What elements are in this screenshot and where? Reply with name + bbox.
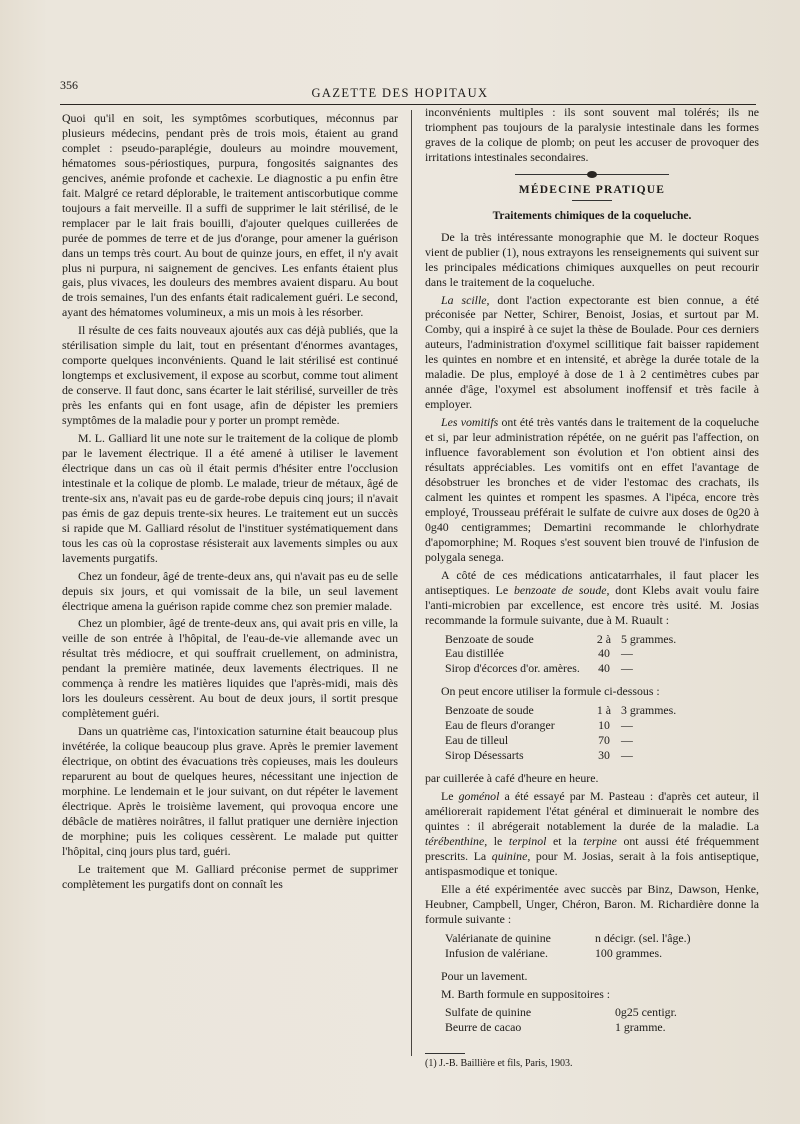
formula-table [445,1005,759,1035]
formula-row: Valérianate de quinine n décigr. (sel. l'âge.) [445,930,691,945]
emphasis: benzoate de soude, [513,582,610,597]
paragraph: Le traitement que M. Galliard préconise permet de supprimer complètement les purgatifs dont on connaît les [62,861,398,891]
formula-row: Sirop d'écorces d'or. amères. 40 — [445,661,633,676]
formula-row: Sulfate de quinine 0g25 centigr. [445,1005,677,1020]
paragraph: Dans un quatrième cas, l'intoxication saturnine était beaucoup plus invétérée, la colique beaucoup plus grave. Après le premier lavement électrique, on obtint des évacuations très copieuses, mais les douleurs reparurent au bout de quelques heures, nécessitant une injection de morphine. Le lendemain et le jour suivant, on dut répéter le lavement électrique. Après le troisième lavement, qui provoqua encore une débâcle de matières noirâtres, il fallut pratiquer une dernière injection de morphine; puis les coliques cessèrent. Le malade put quitter l'hôpital, cinq jours plus tard, guéri. [62,724,398,858]
footnote: (1) J.-B. Baillière et fils, Paris, 1903. [425,1058,573,1070]
formula-row: Beurre de cacao 1 gramme. [445,1020,666,1035]
formula-table [445,931,759,961]
right-column [425,105,759,1072]
paragraph: Il résulte de ces faits nouveaux ajoutés aux cas déjà publiés, que la stérilisation simple du lait, tout en présentant d'énormes avantages, comporte quelques inconvénients. Quand le lait stérilisé est continué longtemps et exclusivement, il expose au scorbut, comme tout aliment de conserve. Il faut donc, sans écarter le lait stérilisé, surveiller de très près les enfants qui en font usage, afin de dépister les premiers symptômes de la maladie pour y porter un prompt remède. [62,323,398,428]
section-ornament [425,171,759,179]
paragraph: M. Barth formule en suppositoires : [441,986,611,1001]
paragraph: Elle a été expérimentée avec succès par Binz, Dawson, Henke, Heubner, Campbell, Unger, Chéron, Baron. M. Richardière donne la formule suivante : [425,881,759,926]
formula-table [445,632,759,677]
emphasis: Les vomitifs [441,415,499,430]
formula-row: Eau de tilleul 70 — [445,733,633,748]
formula-row: Benzoate de soude 1 à 3 grammes. [445,703,677,718]
formula-row: Benzoate de soude 2 à 5 grammes. [445,631,677,646]
paragraph: De la très intéressante monographie que M. le docteur Roques vient de publier (1), nous extrayons les renseignements qui suivent sur les principales médications chimiques auxquelles on peut recourir dans le traitement de la coqueluche. [425,229,759,289]
running-title: GAZETTE DES HOPITAUX [311,86,489,100]
paragraph: On peut encore utiliser la formule ci-dessous : [441,684,660,699]
formula-row: Eau distillée 40 — [445,646,633,661]
paragraph: Le goménol a été essayé par M. Pasteau : d'après cet auteur, il améliorerait rapidement l'état général et diminuerait le nombre des quintes : il abrégerait notablement la durée de la maladie. La térébenthine, le terpinol et la terpine ont aussi été fréquemment prescrits. La quinine, pour M. Josias, serait à la fois antiseptique, antispasmodique et tonique. [425,789,760,878]
left-column [62,111,398,895]
column-divider [411,110,412,1056]
paragraph: Pour un lavement. [441,968,528,983]
paragraph: Chez un fondeur, âgé de trente-deux ans, qui n'avait pas eu de selle depuis six jours, et qui vomissait de la bile, un seul lavement électrique amena la guérison rapide comme chez son premier malade. [62,568,398,613]
paragraph: Les vomitifs ont été très vantés dans le traitement de la coqueluche et si, par leur administration répétée, on ne guérit pas l'affection, on influence favorablement son évolution et l'on obtient ainsi des résultats appréciables. Les vomitifs ont en effet l'avantage de désobstruer les bronches et de vider l'estomac des crachats, ils calment les quintes et rompent les spasmes. A l'ipéca, encore très employé, Trousseau préférait le sulfate de cuivre aux doses de 0g20 à 0g40 centigrammes; Demartini recommande le chlorhydrate d'apomorphine; M. Roques s'est souvent bien trouvé de l'infusion de polygala senega. [425,415,760,564]
paragraph: A côté de ces médications anticatarrhales, il faut placer les antiseptiques. Le benzoate de soude, dont Klebs avait voulu faire l'anti-microbien par excellence, est encore très usité. M. Josias recommande la formule suivante, due à M. Ruault : [425,567,759,627]
article-title: Traitements chimiques de la coqueluche. [492,209,692,222]
paragraph: inconvénients multiples : ils sont souvent mal tolérés; ils ne triomphent pas toujours de la paralysie intestinale dans les formes graves de la colique de plomb; on peut les accuser de provoquer des irritations intestinales secondaires. [425,105,759,164]
section-rule [572,200,612,201]
section-title: MÉDECINE PRATIQUE [518,183,666,196]
emphasis: La scille, [441,292,490,307]
paragraph: Chez un plombier, âgé de trente-deux ans, qui avait pris en ville, la veille de son entrée à l'hôpital, de l'eau-de-vie allemande avec un résultat très médiocre, et qui souffrait cruellement, on administra, pendant la première matinée, deux lavements électriques. Il ne commença à rendre les matières liquides que l'après-midi, mais dès lors les douleurs cessèrent. Au bout de deux jours, il sortit presque complètement guéri. [62,616,398,721]
paragraph: par cuillerée à café d'heure en heure. [425,771,599,786]
paragraph: M. L. Galliard lit une note sur le traitement de la colique de plomb par le lavement électrique. Il a été amené à utiliser le lavement électrique dans un cas où il était permis d'hésiter entre l'occlusion intestinale et la colique de plomb. Le malade, trieur de métaux, âgé de trente-six ans, n'avait pas eu de garde-robe depuis cinq jours; il n'avait pas émis de gaz depuis trente-six heures. Le traitement eut un succès si rapide que M. Galliard résolut de l'instituer systématiquement dans tous les cas où la coprostase résisterait aux lavements simples ou aux lavements purgatifs. [62,431,398,565]
formula-table [445,703,759,763]
formula-row: Eau de fleurs d'oranger 10 — [445,718,633,733]
formula-row: Sirop Désessarts 30 — [445,748,633,763]
paragraph: La scille, dont l'action expectorante est bien connue, a été préconisée par Netter, Schirer, Benoist, Josias, et surtout par M. Comby, qui a inspiré à ce sujet la thèse de Boulade. Pour ces derniers auteurs, l'administration d'oxymel scillitique fait baisser rapidement les quintes en nombre et en intensité, et abrège la durée totale de la maladie. De plus, employé à dose de 1 à 2 centimètres cubes par année d'âge, l'oxymel est absolument inoffensif et très facile à employer. [425,292,759,412]
formula-row: Infusion de valériane. 100 grammes. [445,945,663,960]
paragraph: Quoi qu'il en soit, les symptômes scorbutiques, méconnus par plusieurs médecins, pendant près de trois mois, étaient au grand complet : pseudo-paraplégie, douleurs au moindre mouvement, hématomes sous-périostiques, purpura, fongosités saignantes des gencives, anémie profonde et cachexie. Le diagnostic a pu enfin être fait. Malgré ce retard déplorable, le traitement antiscorbutique comme toujours a fait merveille. Il a suffi de supprimer le lait stérilisé, de le remplacer par le lait frais bouilli, d'ajouter quelques cuillerées de purée de pommes de terre et de jus d'orange, pour amener la guérison dans un temps très court. Au bout de quinze jours, en effet, il n'y avait plus ni purpura, ni saignement de gencives. Les enfants étaient plus gais, plus vivaces, les douleurs des membres avaient disparu. Au bout de trois semaines, l'un des enfants était radicalement guéri. Le second, ayant des hématomes volumineux, a mis un mois à les résorber. [62,111,398,320]
page-number: 356 [60,78,78,92]
footnote-rule [425,1053,465,1054]
